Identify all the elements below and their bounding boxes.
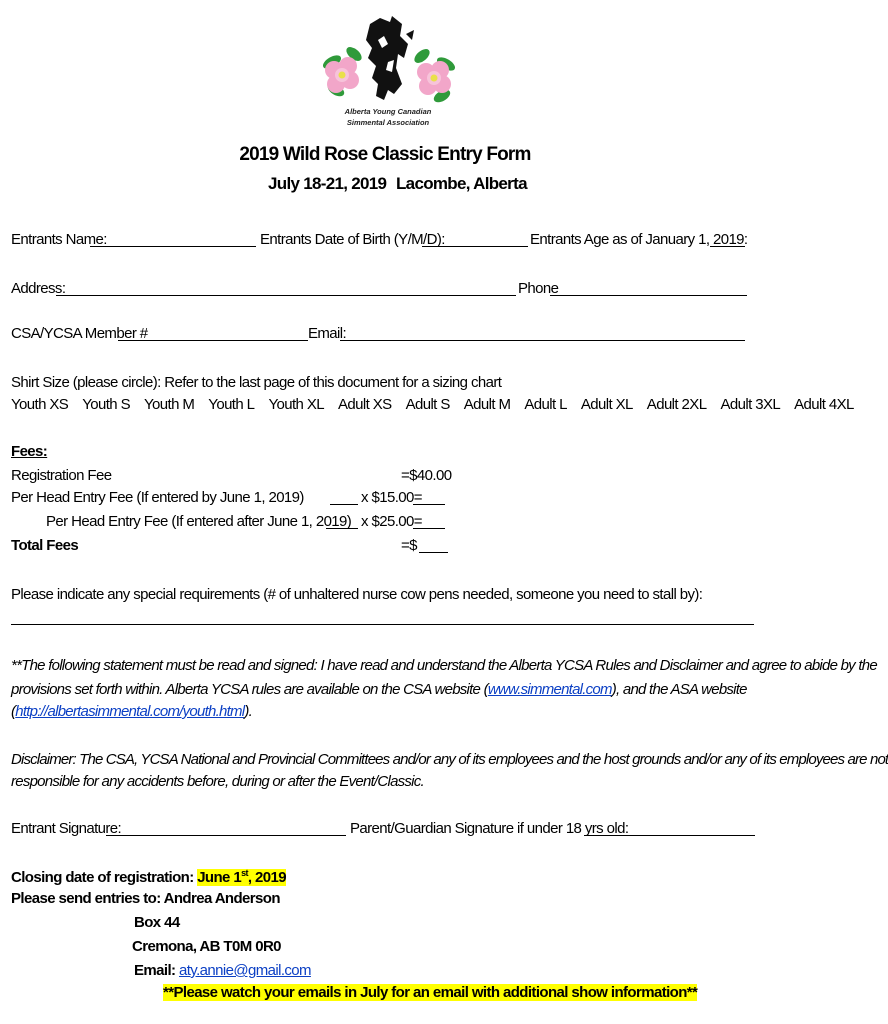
shirt-size-option[interactable]: Adult M <box>463 396 511 413</box>
shirt-size-option[interactable]: Adult XS <box>337 396 392 413</box>
shirt-size-option[interactable]: Youth S <box>82 396 130 413</box>
early-entry-total-field[interactable] <box>413 490 445 505</box>
shirt-size-option[interactable]: Adult 4XL <box>794 396 854 413</box>
registration-fee-label: Registration Fee <box>11 467 112 484</box>
late-head-count-field[interactable] <box>326 514 358 529</box>
contact-email-line <box>134 962 311 979</box>
email-notice: **Please watch your emails in July for an email with additional show information** <box>163 984 698 1001</box>
guardian-signature-field[interactable] <box>584 821 755 836</box>
event-dates: July 18-21, 2019 <box>268 174 387 193</box>
right-rose-icon <box>412 46 457 104</box>
mailing-box: Box 44 <box>134 914 180 931</box>
entrant-age-field[interactable] <box>710 232 745 247</box>
left-rose-icon <box>321 44 364 98</box>
bull-icon <box>366 16 414 100</box>
contact-email-link[interactable]: aty.annie@gmail.com <box>178 962 311 979</box>
special-requirements-label: Please indicate any special requirements (# of unhaltered nurse cow pens needed, someone you need to stall by): <box>11 586 703 603</box>
special-requirements-field[interactable] <box>11 624 754 625</box>
closing-date-line <box>11 868 286 886</box>
shirt-size-instruction: Shirt Size (please circle): Refer to the last page of this document for a sizing chart <box>11 374 502 391</box>
simmental-website-link[interactable]: www.simmental.com <box>487 681 612 698</box>
rules-statement-line-3 <box>11 703 252 720</box>
total-fees-label: Total Fees <box>11 537 79 554</box>
shirt-size-option[interactable]: Adult L <box>524 396 567 413</box>
email-label: Email: <box>308 325 347 342</box>
address-field[interactable] <box>56 281 516 296</box>
registration-fee-amount: =$40.00 <box>401 467 452 484</box>
phone-label: Phone <box>518 280 559 297</box>
entrant-dob-label: Entrants Date of Birth (Y/M/D): <box>260 231 445 248</box>
total-fees-field[interactable] <box>419 538 448 553</box>
logo-line-2: Simmental Association <box>346 118 430 127</box>
entrant-name-label: Entrants Name: <box>11 231 107 248</box>
rules-statement-text: ). <box>244 703 253 720</box>
shirt-size-option[interactable]: Youth XL <box>268 396 324 413</box>
send-entries-to: Please send entries to: Andrea Anderson <box>11 890 280 907</box>
phone-field[interactable] <box>550 281 747 296</box>
guardian-signature-label: Parent/Guardian Signature if under 18 yrs old: <box>350 820 629 837</box>
email-field[interactable] <box>340 326 745 341</box>
shirt-size-option[interactable]: Youth M <box>144 396 195 413</box>
asa-youth-website-link[interactable]: http://albertasimmental.com/youth.html <box>15 703 245 720</box>
rules-statement-line-2 <box>11 681 747 698</box>
member-number-field[interactable] <box>118 326 308 341</box>
late-entry-fee-label: Per Head Entry Fee (If entered after June 1, 2019) <box>46 513 352 530</box>
closing-date-label: Closing date of registration: <box>11 869 198 886</box>
total-fees-prefix: =$ <box>401 537 417 554</box>
address-label: Address: <box>11 280 66 297</box>
entrant-age-label: Entrants Age as of January 1, 2019: <box>530 231 748 248</box>
shirt-size-option[interactable]: Youth XS <box>11 396 69 413</box>
shirt-size-option[interactable]: Adult XL <box>580 396 633 413</box>
rules-statement-line-1: **The following statement must be read and signed: I have read and understand the Alberta YCSA Rules and Disclaimer and agree to abide by the <box>11 657 877 674</box>
shirt-size-option[interactable]: Adult 3XL <box>720 396 781 413</box>
member-number-label: CSA/YCSA Member # <box>11 325 148 342</box>
disclaimer-line-1: Disclaimer: The CSA, YCSA National and Provincial Committees and/or any of its employees and the host grounds and/or any of its employees are not <box>11 751 888 768</box>
form-title: 2019 Wild Rose Classic Entry Form <box>239 144 531 165</box>
late-entry-rate: x $25.00= <box>361 513 422 530</box>
closing-date-value: June 1st, 2019 <box>197 868 287 886</box>
early-entry-fee-label: Per Head Entry Fee (If entered by June 1, 2019) <box>11 489 304 506</box>
entrant-name-field[interactable] <box>90 232 256 247</box>
event-location: Lacombe, Alberta <box>396 174 527 193</box>
entrant-signature-field[interactable] <box>106 821 346 836</box>
fees-heading: Fees: <box>11 443 48 460</box>
shirt-size-option[interactable]: Adult S <box>405 396 450 413</box>
association-logo <box>318 14 458 136</box>
early-head-count-field[interactable] <box>330 490 358 505</box>
late-entry-total-field[interactable] <box>413 514 445 529</box>
rules-statement-text: ), and the ASA website <box>611 681 747 698</box>
disclaimer-line-2: responsible for any accidents before, during or after the Event/Classic. <box>11 773 424 790</box>
rules-statement-text: provisions set forth within. Alberta YCSA rules are available on the CSA website ( <box>11 681 488 698</box>
contact-email-label: Email: <box>134 962 179 979</box>
logo-line-1: Alberta Young Canadian <box>344 107 432 116</box>
entrant-signature-label: Entrant Signature: <box>11 820 122 837</box>
mailing-city: Cremona, AB T0M 0R0 <box>132 938 281 955</box>
shirt-size-option[interactable]: Youth L <box>208 396 255 413</box>
shirt-size-option[interactable]: Adult 2XL <box>646 396 707 413</box>
early-entry-rate: x $15.00= <box>361 489 422 506</box>
shirt-size-options <box>11 396 854 413</box>
rules-statement-text: ( <box>11 703 16 720</box>
entrant-dob-field[interactable] <box>422 232 528 247</box>
